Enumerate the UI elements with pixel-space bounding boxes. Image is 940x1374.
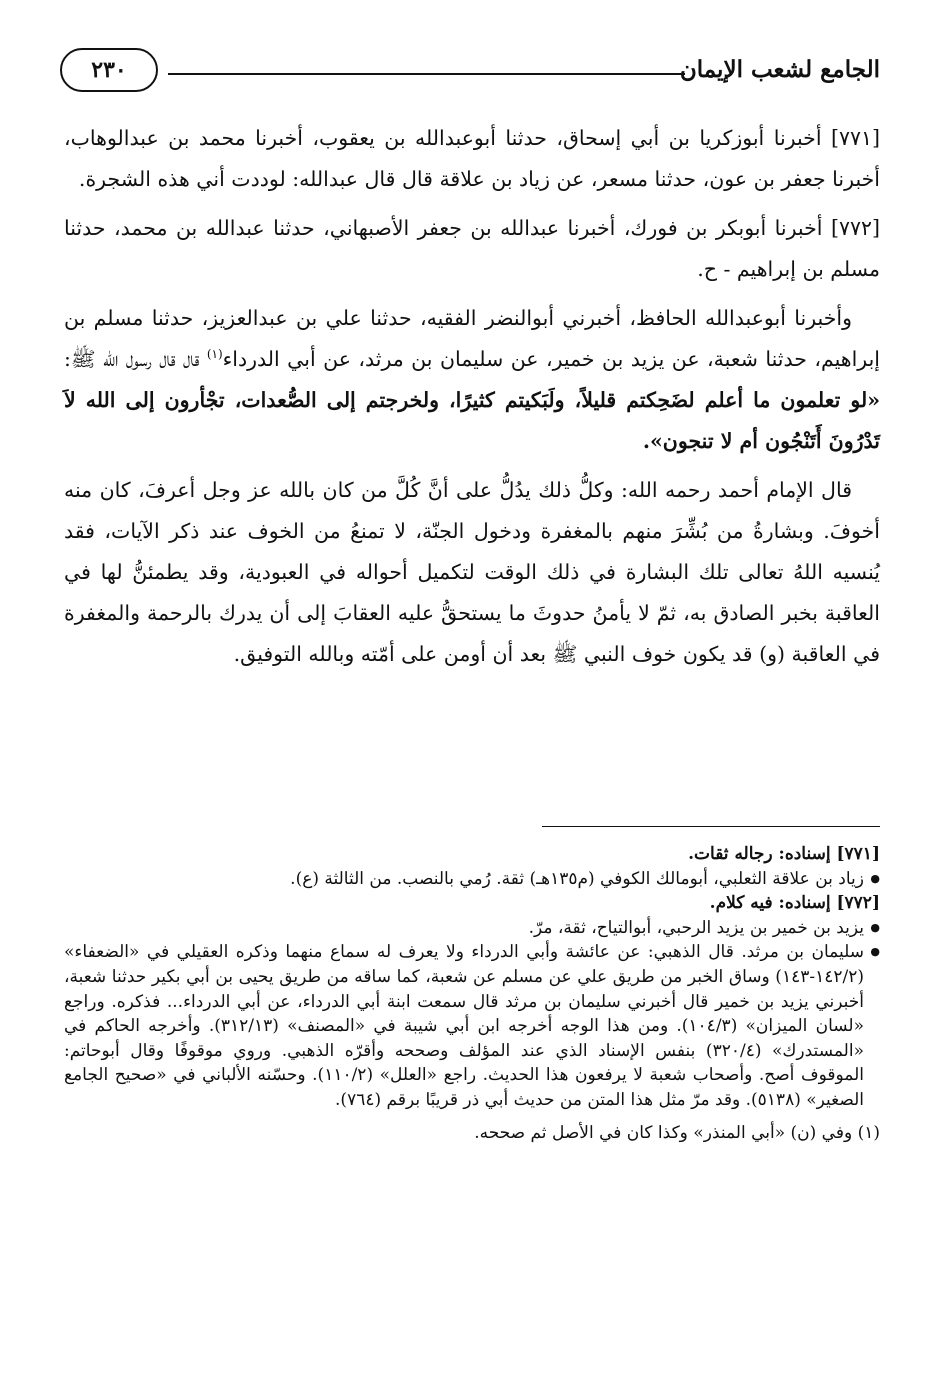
chain-text: وأخبرنا أبوعبدالله الحافظ، أخبرني أبوالنضر الفقيه، حدثنا علي بن عبدالعزيز، حدثنا مسلم بن إبراهيم، حدثنا شعبة، عن يزيد بن خمير، عن سليمان بن مرثد، عن أبي الدرداء — [64, 306, 881, 371]
hadith-772-paragraph: [٧٧٢] أخبرنا أبوبكر بن فورك، أخبرنا عبدالله بن جعفر الأصبهاني، حدثنا عبدالله بن محمد، حدثنا مسلم بن إبراهيم - ح. — [64, 216, 880, 281]
imam-ahmad-commentary: قال الإمام أحمد رحمه الله: وكلُّ ذلك يدُلُّ على أنَّ كُلَّ من كان بالله عز وجل أعرفَ، كان منه أخوفَ. وبشارةُ من بُشِّرَ منهم بالمغفرة ودخول الجنّة، لا تمنعُ من الخوف عند ذكر الآيات، فقد يُنسيه اللهُ تعالى تلك البشارة في ذلك الوقت لتكميل أحواله في العبودية، وقد يطمئنُّ لها في العاقبة بخبر الصادق به، ثمّ لا يأمنُ حدوثَ ما يستحقُّ عليه العقابَ إلى أن يدرك بالرحمة والمغفرة في العاقبة (و) قد يكون خوف النبي ﷺ بعد أن أومن على أمّته وبالله التوفيق. — [64, 478, 880, 666]
footnote-marker: (١) — [206, 347, 223, 362]
note-771-item: ● زياد بن علاقة الثعلبي، أبومالك الكوفي (م١٣٥هـ) ثقة. رُمي بالنصب. من الثالثة (ع). — [64, 867, 880, 892]
note-772-item: ● سليمان بن مرثد. قال الذهبي: عن عائشة وأبي الدرداء ولا يعرف له سماع منهما وذكره العقيلي في «الضعفاء» (١٤٢/٢-١٤٣) وساق الخبر من طريق علي عن مسلم عن شعبة، كما ساقه من طريق يحيى بن أبي بكير حدثنا شعبة، أخبرني يزيد بن خمير قال أخبرني سليمان بن مرثد قال سمعت ابنة أبي الدرداء، عن أبي الدرداء... فذكره. وراجع «لسان الميزان» (١٠٤/٣). ومن هذا الوجه أخرجه ابن أبي شيبة في «المصنف» (٣١٢/١٣). وأخرجه الحاكم في «المستدرك» (٣٢٠/٤) بنفس الإسناد الذي عند المؤلف وصححه وأقرّه الذهبي. وروي موقوفًا وقال أبوحاتم: الموقوف أصح. وأصحاب شعبة لا يرفعون هذا الحديث. راجع «العلل» (١١٠/٢). وحسّنه الألباني في «صحيح الجامع الصغير» (٥١٣٨). وقد مرّ مثل هذا المتن من حديث أبي ذر قريبًا برقم (٧٦٤). — [64, 940, 880, 1112]
note-771-list — [64, 867, 880, 892]
note-771-heading: [٧٧١] إسناده: رجاله ثقات. — [688, 844, 880, 864]
hadith-text: «لو تعلمون ما أعلم لضَحِكتم قليلاً، ولَبَكيتم كثيرًا، ولخرجتم إلى الصُّعدات، تجْأرون إلى الله لاَ تَدْرُونَ أَتَنْجُون أم لا تنجون». — [64, 388, 881, 453]
page-number-badge: ٢٣٠ — [60, 48, 158, 92]
note-772-list — [64, 916, 880, 1113]
note-772-item: ● يزيد بن خمير بن يزيد الرحبي، أبوالتياح، ثقة، مرّ. — [64, 916, 880, 941]
chain-lead: قال قال رسول الله ﷺ: — [64, 347, 207, 371]
page-footnote: (١) وفي (ن) «أبي المنذر» وكذا كان في الأصل ثم صححه. — [474, 1122, 880, 1143]
page-header — [60, 48, 880, 100]
hadith-772-second-chain — [64, 298, 880, 462]
footnote-separator — [542, 826, 880, 827]
note-772-heading: [٧٧٢] إسناده: فيه كلام. — [709, 893, 880, 914]
hadith-771-paragraph: [٧٧١] أخبرنا أبوزكريا بن أبي إسحاق، حدثنا أبوعبدالله بن يعقوب، أخبرنا محمد بن عبدالوهاب، أخبرنا جعفر بن عون، حدثنا مسعر، عن زياد بن علاقة قال قال عبدالله: لوددت أني هذه الشجرة. — [64, 126, 880, 191]
header-rule — [168, 73, 685, 75]
notes-section — [64, 842, 880, 1162]
main-text — [64, 118, 880, 683]
running-title: الجامع لشعب الإيمان — [679, 56, 880, 83]
